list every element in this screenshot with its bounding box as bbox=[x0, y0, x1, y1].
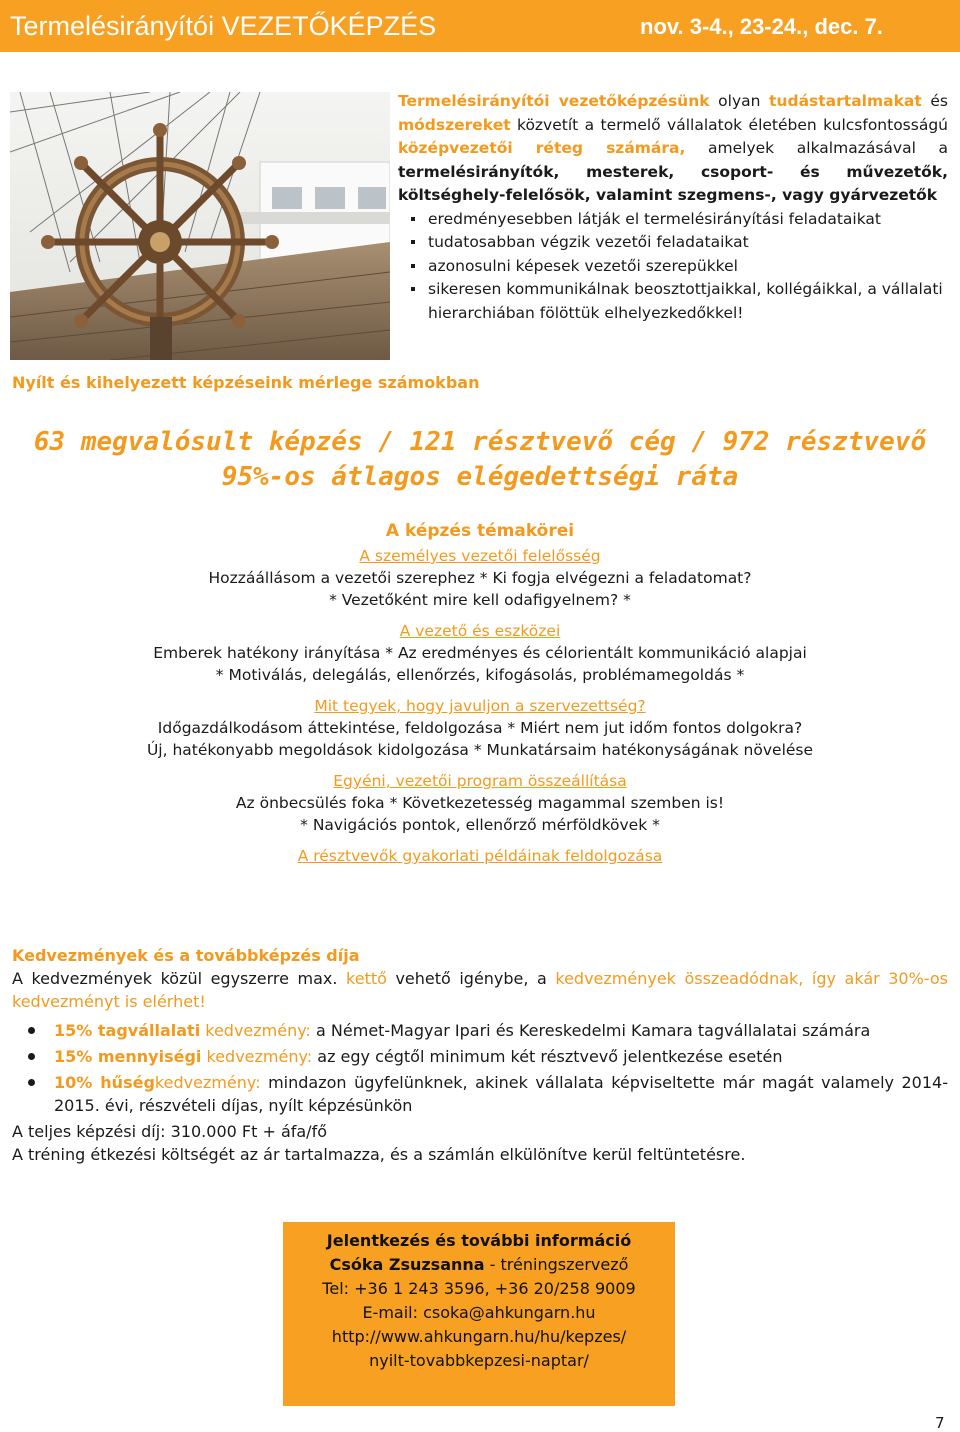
intro-run: és bbox=[921, 92, 948, 110]
topic-section-title: Egyéni, vezetői program összeállítása bbox=[333, 772, 627, 790]
stats-line-2: 95%-os átlagos elégedettségi ráta bbox=[221, 462, 739, 492]
intro-bullet-item: sikeresen kommunikálnak beosztottjaikkal, kollégáikkal, a vállalati hierarchiában fölöttük elhelyezkedőkkel! bbox=[398, 278, 948, 325]
contact-phone: Tel: +36 1 243 3596, +36 20/258 9009 bbox=[322, 1279, 636, 1298]
discount-intro-run: kedvezmények összeadódnak, így akár 30%-os kedvezményt is elérhet! bbox=[12, 969, 948, 1011]
discount-item-run: 15% tagvállalati bbox=[54, 1021, 201, 1040]
ship-wheel-illustration bbox=[10, 92, 390, 360]
topic-line: Emberek hatékony irányítása * Az eredményes és célorientált kommunikáció alapjai bbox=[153, 644, 807, 662]
intro-run: termelésirányítók, mesterek, csoport- és művezetők, költséghely-felelősök, valamint szegmens-, vagy gyárvezetők bbox=[398, 162, 948, 204]
intro-run: Termelésirányítói vezetőképzésünk bbox=[398, 92, 710, 110]
discount-item-run: 10% hűség bbox=[54, 1073, 155, 1092]
stats-line-1: 63 megvalósult képzés / 121 résztvevő cég / 972 résztvevő bbox=[33, 427, 927, 457]
topic-line: Az önbecsülés foka * Következetesség magammal szemben is! bbox=[235, 794, 725, 812]
discounts-list bbox=[12, 1019, 948, 1117]
stats-block bbox=[0, 425, 960, 495]
discounts-section bbox=[12, 944, 948, 1166]
contact-url-line-2[interactable]: nyilt-tovabbkepzesi-naptar/ bbox=[369, 1351, 589, 1370]
intro-bullet-list bbox=[398, 208, 948, 326]
intro-run: tudástartalmakat bbox=[769, 92, 922, 110]
discount-item bbox=[12, 1045, 948, 1068]
intro-run: közvetít a termelő vállalatok életében kulcsfontosságú bbox=[510, 115, 948, 134]
meal-note: A tréning étkezési költségét az ár tartalmazza, és a számlán elkülönítve kerül feltüntetésre. bbox=[12, 1145, 746, 1164]
discount-item-run: kedvezmény: bbox=[201, 1047, 313, 1066]
discount-item-run: a Német-Magyar Ipari és Kereskedelmi Kamara tagvállalatai számára bbox=[310, 1021, 871, 1040]
intro-text bbox=[398, 90, 948, 325]
discount-item-run: kedvezmény: bbox=[154, 1073, 261, 1092]
discounts-heading: Kedvezmények és a továbbképzés díja bbox=[12, 946, 360, 965]
intro-run: középvezetői réteg számára, bbox=[398, 139, 686, 157]
discount-item-run: 15% mennyiségi bbox=[54, 1047, 202, 1066]
intro-run: módszereket bbox=[398, 115, 511, 134]
discount-item-run: kedvezmény: bbox=[200, 1021, 311, 1040]
fee-line: A teljes képzési díj: 310.000 Ft + áfa/fő bbox=[12, 1122, 327, 1141]
page-number: 7 bbox=[935, 1414, 945, 1432]
contact-title: Jelentkezés és további információ bbox=[326, 1231, 632, 1250]
intro-run: amelyek alkalmazásával a bbox=[685, 139, 949, 157]
page-header bbox=[0, 0, 960, 52]
stats-heading: Nyílt és kihelyezett képzéseink mérlege számokban bbox=[12, 373, 480, 392]
discounts-intro bbox=[12, 967, 948, 1013]
topic-section-title: Mit tegyek, hogy javuljon a szervezettség? bbox=[314, 697, 646, 715]
discount-intro-run: vehető igénybe, a bbox=[386, 969, 556, 988]
contact-email[interactable]: E-mail: csoka@ahkungarn.hu bbox=[362, 1303, 596, 1322]
contact-url-line-1[interactable]: http://www.ahkungarn.hu/hu/kepzes/ bbox=[331, 1327, 627, 1346]
topic-section-title: A résztvevők gyakorlati példáinak feldolgozása bbox=[297, 847, 663, 865]
topic-line: Időgazdálkodásom áttekintése, feldolgozása * Miért nem jut időm fontos dolgokra? bbox=[157, 719, 803, 737]
contact-person bbox=[283, 1253, 675, 1277]
topic-section-title: A vezető és eszközei bbox=[399, 622, 561, 640]
page-title: Termelésirányítói VEZETŐKÉPZÉS bbox=[10, 11, 437, 41]
intro-run: olyan bbox=[709, 92, 770, 110]
discount-item-run: az egy cégtől minimum két résztvevő jelentkezése esetén bbox=[312, 1047, 783, 1066]
discount-item bbox=[12, 1071, 948, 1117]
course-dates: nov. 3-4., 23-24., dec. 7. bbox=[640, 14, 883, 39]
topic-line: * Navigációs pontok, ellenőrző mérföldkövek * bbox=[300, 816, 660, 834]
topic-section-title: A személyes vezetői felelősség bbox=[359, 547, 601, 565]
discount-intro-run: A kedvezmények közül egyszerre max. bbox=[12, 969, 347, 988]
intro-bullet-item: tudatosabban végzik vezetői feladataikat bbox=[398, 231, 948, 255]
topics-section bbox=[0, 520, 960, 867]
discount-item-run: mindazon ügyfelünknek, akinek vállalata képviseltette már magát valamely 2014-2015. évi, részvételi díjas, nyílt képzésünkön bbox=[54, 1073, 948, 1115]
topics-title: A képzés témakörei bbox=[385, 521, 575, 541]
topic-line: Hozzáállásom a vezetői szerephez * Ki fogja elvégezni a feladatomat? bbox=[208, 569, 752, 587]
topic-line: * Vezetőként mire kell odafigyelnem? * bbox=[329, 591, 631, 609]
discount-item bbox=[12, 1019, 948, 1042]
intro-bullet-item: eredményesebben látják el termelésirányítási feladataikat bbox=[398, 208, 948, 232]
intro-paragraph bbox=[398, 90, 948, 208]
contact-name: Csóka Zsuzsanna bbox=[329, 1255, 485, 1274]
discount-intro-run: kettő bbox=[346, 969, 387, 988]
topics-list bbox=[0, 545, 960, 867]
topic-line: Új, hatékonyabb megoldások kidolgozása * Munkatársaim hatékonyságának növelése bbox=[146, 741, 814, 759]
topic-line: * Motiválás, delegálás, ellenőrzés, kifogásolás, problémamegoldás * bbox=[215, 666, 745, 684]
intro-bullet-item: azonosulni képesek vezetői szerepükkel bbox=[398, 255, 948, 279]
contact-box bbox=[283, 1222, 675, 1406]
contact-role: - tréningszervező bbox=[484, 1255, 629, 1274]
ship-wheel-photo bbox=[10, 92, 390, 360]
